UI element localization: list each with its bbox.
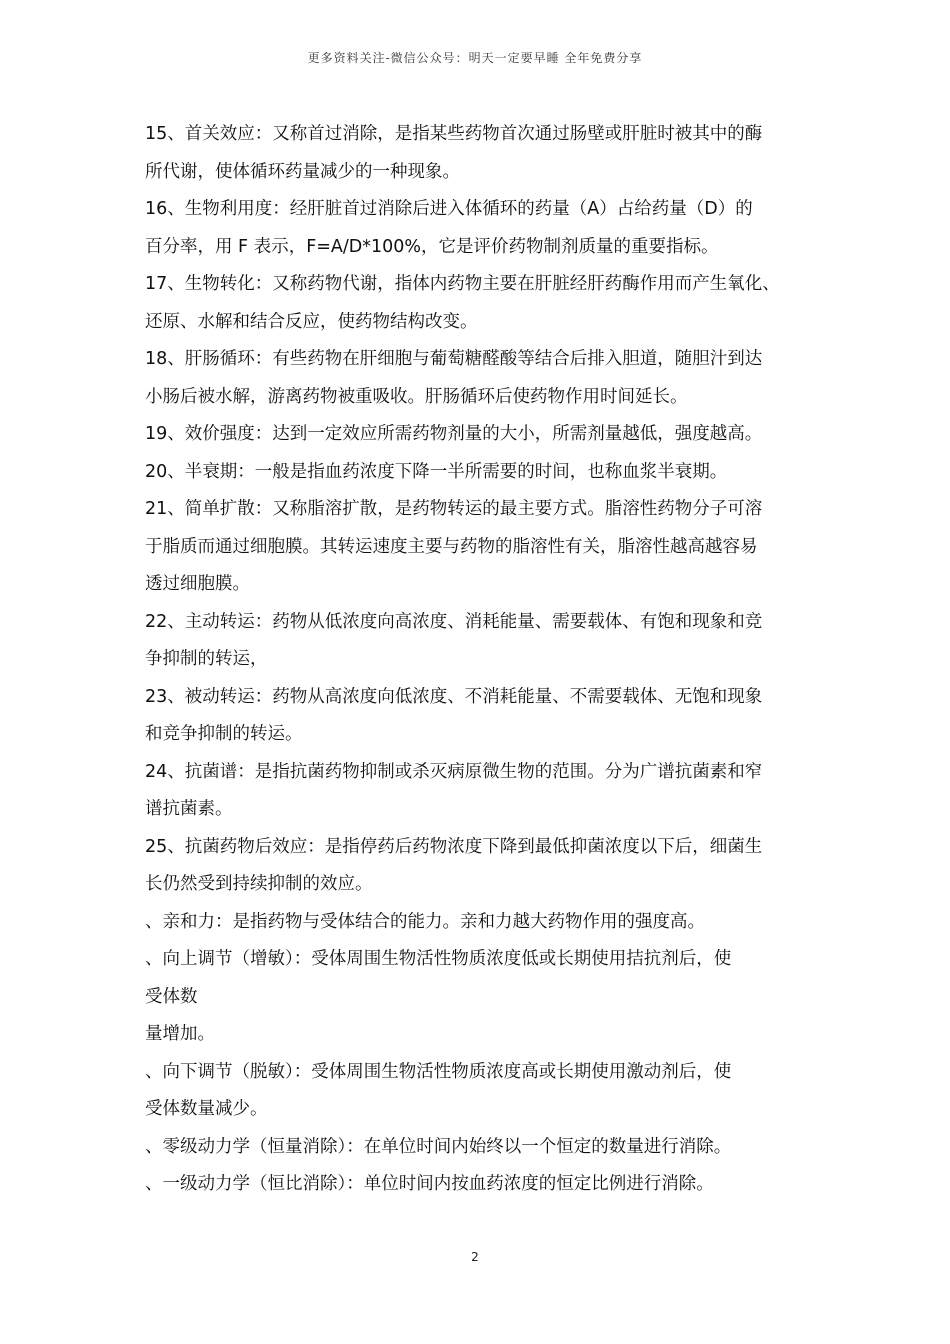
entry-line: 16、生物利用度：经肝脏首过消除后进入体循环的药量（A）占给药量（D）的 xyxy=(145,199,753,219)
term-entry-25 xyxy=(145,829,815,904)
entry-line: 于脂质而通过细胞膜。其转运速度主要与药物的脂溶性有关，脂溶性越高越容易 xyxy=(145,536,758,557)
entry-line: 受体数量减少。 xyxy=(145,1099,268,1119)
page-header: 更多资料关注-微信公众号：明天一定要早睡 全年免费分享 xyxy=(307,51,643,65)
entry-line: 谱抗菌素。 xyxy=(145,799,233,819)
entry-line: 22、主动转运：药物从低浓度向高浓度、消耗能量、需要载体、有饱和现象和竞 xyxy=(145,611,763,632)
entry-line: 15、首关效应：又称首过消除，是指某些药物首次通过肠壁或肝脏时被其中的酶 xyxy=(145,124,763,144)
entry-line: 23、被动转运：药物从高浓度向低浓度、不消耗能量、不需要载体、无饱和现象 xyxy=(145,686,763,707)
term-entry-21 xyxy=(145,491,815,604)
entry-line: 小肠后被水解，游离药物被重吸收。肝肠循环后使药物作用时间延长。 xyxy=(145,386,688,407)
entry-line: 、一级动力学（恒比消除）：单位时间内按血药浓度的恒定比例进行消除。 xyxy=(145,1174,714,1194)
term-entry-24 xyxy=(145,754,815,829)
entry-line: 和竞争抑制的转运。 xyxy=(145,724,303,744)
entry-line: 量增加。 xyxy=(145,1024,215,1044)
term-entry-17 xyxy=(145,266,815,341)
entry-line: 21、简单扩散：又称脂溶扩散，是药物转运的最主要方式。脂溶性药物分子可溶 xyxy=(145,499,763,519)
term-entry-zero-order-kinetics xyxy=(145,1129,815,1167)
entry-line: 透过细胞膜。 xyxy=(145,574,250,594)
term-entry-first-order-kinetics xyxy=(145,1166,815,1204)
entry-line: 、亲和力：是指药物与受体结合的能力。亲和力越大药物作用的强度高。 xyxy=(145,911,705,932)
entry-line: 17、生物转化：又称药物代谢，指体内药物主要在肝脏经肝药酶作用而产生氧化、 xyxy=(145,274,780,294)
entry-line: 20、半衰期：一般是指血药浓度下降一半所需要的时间，也称血浆半衰期。 xyxy=(145,461,728,482)
term-entry-23 xyxy=(145,679,815,754)
entry-line: 争抑制的转运， xyxy=(145,649,268,669)
term-entry-19 xyxy=(145,416,815,454)
page-number: 2 xyxy=(471,1250,479,1264)
term-entry-22 xyxy=(145,604,815,679)
entry-line: 、向上调节（增敏）：受体周围生物活性物质浓度低或长期使用拮抗剂后，使 xyxy=(145,949,732,969)
term-entry-20 xyxy=(145,454,815,492)
entry-line: 18、肝肠循环：有些药物在肝细胞与葡萄糖醛酸等结合后排入胆道，随胆汁到达 xyxy=(145,349,763,369)
entry-line: 、零级动力学（恒量消除）：在单位时间内始终以一个恒定的数量进行消除。 xyxy=(145,1136,732,1157)
term-entry-16 xyxy=(145,191,815,266)
entry-line: 长仍然受到持续抑制的效应。 xyxy=(145,874,373,894)
entry-line: 25、抗菌药物后效应：是指停药后药物浓度下降到最低抑菌浓度以下后，细菌生 xyxy=(145,836,763,857)
entry-line: 24、抗菌谱：是指抗菌药物抑制或杀灭病原微生物的范围。分为广谱抗菌素和窄 xyxy=(145,761,763,782)
entry-line: 、向下调节（脱敏）：受体周围生物活性物质浓度高或长期使用激动剂后，使 xyxy=(145,1061,732,1082)
entry-line: 19、效价强度：达到一定效应所需药物剂量的大小，所需剂量越低，强度越高。 xyxy=(145,424,763,444)
term-entry-up-regulation xyxy=(145,941,815,1054)
entry-line: 还原、水解和结合反应，使药物结构改变。 xyxy=(145,311,478,332)
document-body xyxy=(145,116,815,1204)
term-entry-down-regulation xyxy=(145,1054,815,1129)
entry-line: 所代谢，使体循环药量减少的一种现象。 xyxy=(145,161,460,182)
term-entry-affinity xyxy=(145,904,815,942)
entry-line: 百分率，用 F 表示，F=A/D*100%，它是评价药物制剂质量的重要指标。 xyxy=(145,236,719,257)
term-entry-18 xyxy=(145,341,815,416)
entry-line: 受体数 xyxy=(145,986,198,1007)
term-entry-15 xyxy=(145,116,815,191)
